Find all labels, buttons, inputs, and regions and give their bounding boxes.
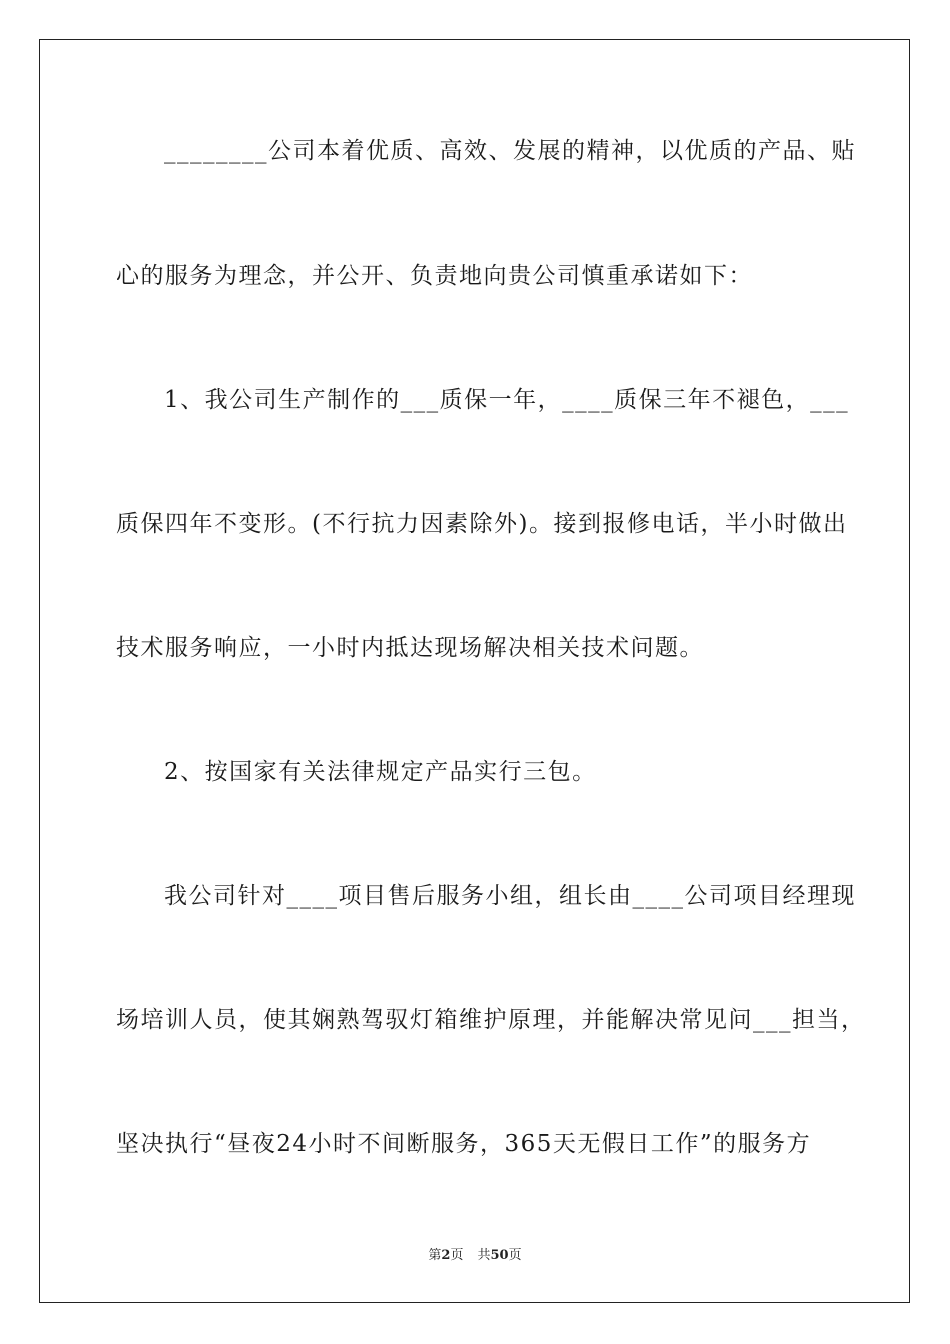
body-text-line-5: 技术服务响应，一小时内抵达现场解决相关技术问题。: [116, 635, 704, 661]
footer-prefix: 第: [428, 1248, 442, 1263]
body-text-line-3: 1、我公司生产制作的___质保一年，____质保三年不褪色，___: [164, 387, 850, 413]
body-text-line-7: 我公司针对____项目售后服务小组，组长由____公司项目经理现: [164, 883, 856, 909]
body-text-line-9: 坚决执行“昼夜24小时不间断服务，365天无假日工作”的服务方: [116, 1131, 812, 1157]
body-text-line-1: ________公司本着优质、高效、发展的精神，以优质的产品、贴: [164, 138, 856, 164]
page-footer: [0, 1248, 950, 1264]
footer-total-prefix: 共: [477, 1248, 491, 1263]
total-pages-number: 50: [490, 1248, 509, 1263]
body-text-line-2: 心的服务为理念，并公开、负责地向贵公司慎重承诺如下：: [116, 263, 753, 289]
body-text-line-6: 2、按国家有关法律规定产品实行三包。: [164, 759, 597, 785]
current-page-number: 2: [441, 1248, 451, 1263]
footer-total-suffix: 页: [508, 1248, 522, 1263]
body-text-line-4: 质保四年不变形。(不行抗力因素除外)。接到报修电话，半小时做出: [116, 511, 848, 537]
page-border: [39, 39, 910, 1303]
footer-page-suffix: 页: [450, 1248, 464, 1263]
body-text-line-8: 场培训人员，使其娴熟驾驭灯箱维护原理，并能解决常见问___担当，: [116, 1007, 866, 1033]
